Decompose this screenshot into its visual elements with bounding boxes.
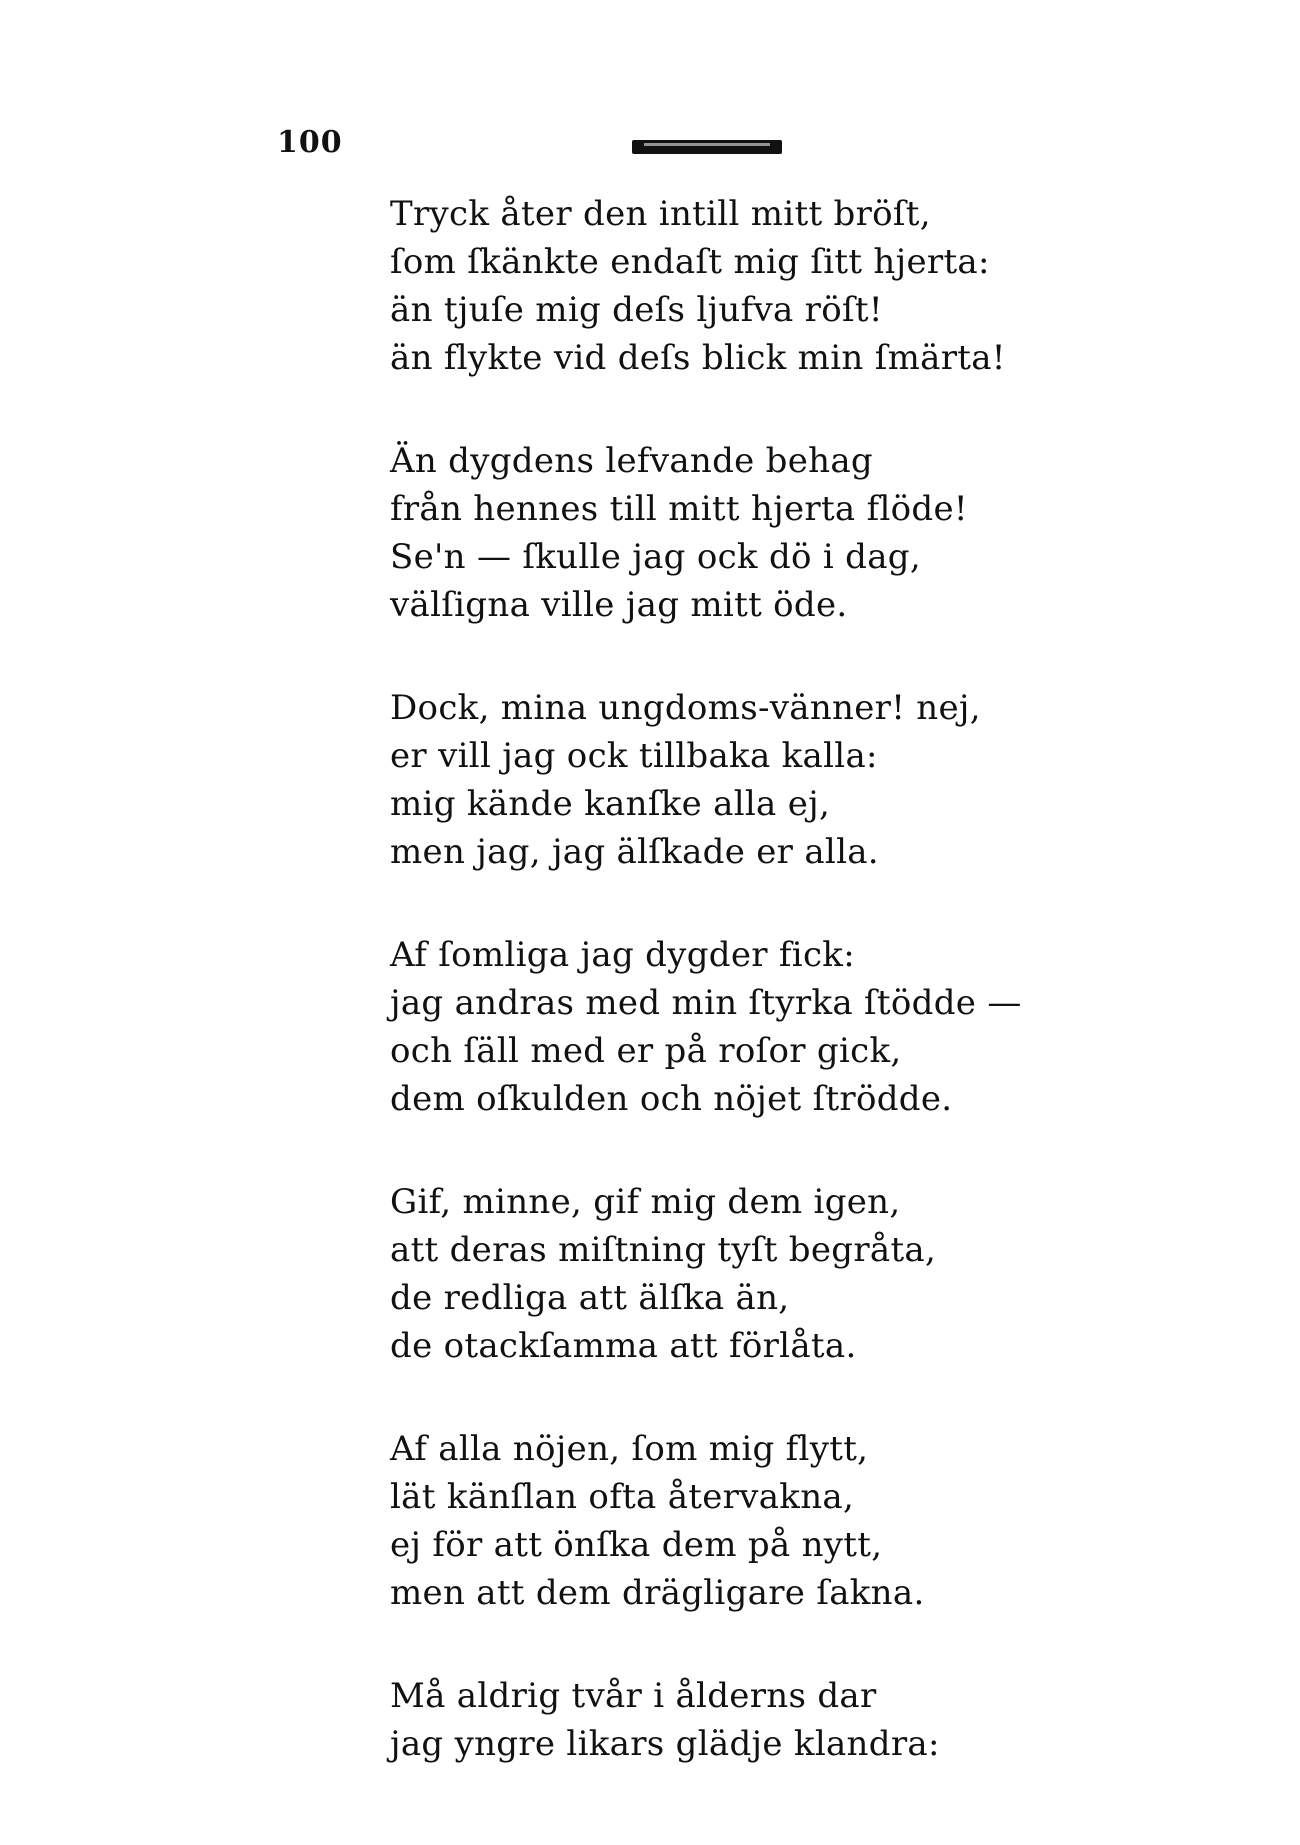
poem-line: Af alla nöjen, ſom mig flytt, — [390, 1429, 869, 1469]
poem-line: än tjuſe mig deſs ljufva röſt! — [390, 290, 883, 330]
page-number: 100 — [277, 125, 343, 160]
poem-line: Tryck åter den intill mitt bröſt, — [390, 194, 931, 234]
stanza — [390, 1672, 1080, 1768]
stanza — [390, 437, 1080, 629]
poem-line: välſigna ville jag mitt öde. — [390, 585, 848, 625]
poem-line: de redliga att älſka än, — [390, 1278, 790, 1318]
poem-line: lät känſlan ofta återvakna, — [390, 1477, 855, 1517]
poem-line: er vill jag ock tillbaka kalla: — [390, 736, 878, 776]
poem-line: Än dygdens lefvande behag — [390, 441, 874, 481]
poem-line: än flykte vid deſs blick min ſmärta! — [390, 338, 1006, 378]
poem-line: dem oſkulden och nöjet ſtrödde. — [390, 1079, 953, 1119]
stanza — [390, 684, 1080, 876]
poem-line: från hennes till mitt hjerta flöde! — [390, 489, 968, 529]
stanza — [390, 931, 1080, 1123]
stanza — [390, 1425, 1080, 1617]
poem-line: jag andras med min ſtyrka ſtödde — — [390, 983, 1022, 1023]
poem-line: ſom ſkänkte endaſt mig ſitt hjerta: — [390, 242, 990, 282]
poem-line: och ſäll med er på roſor gick, — [390, 1031, 902, 1071]
poem-body — [390, 190, 1080, 1768]
poem-line: de otackſamma att förlåta. — [390, 1326, 857, 1366]
poem-line: Dock, mina ungdoms-vänner! nej, — [390, 688, 981, 728]
poem-line: jag yngre likars glädje klandra: — [390, 1724, 940, 1764]
poem-line: mig kände kanſke alla ej, — [390, 784, 831, 824]
stanza — [390, 190, 1080, 382]
header-rule — [632, 140, 782, 154]
poem-line: att deras miſtning tyſt begråta, — [390, 1230, 937, 1270]
stanza — [390, 1178, 1080, 1370]
poem-line: men att dem drägligare ſakna. — [390, 1573, 925, 1613]
poem-line: ej för att önſka dem på nytt, — [390, 1525, 883, 1565]
poem-line: Gif, minne, gif mig dem igen, — [390, 1182, 901, 1222]
poem-line: Se'n — ſkulle jag ock dö i dag, — [390, 537, 921, 577]
poem-line: Af ſomliga jag dygder fick: — [390, 935, 855, 975]
poem-line: men jag, jag älſkade er alla. — [390, 832, 879, 872]
poem-line: Må aldrig tvår i ålderns dar — [390, 1676, 877, 1716]
